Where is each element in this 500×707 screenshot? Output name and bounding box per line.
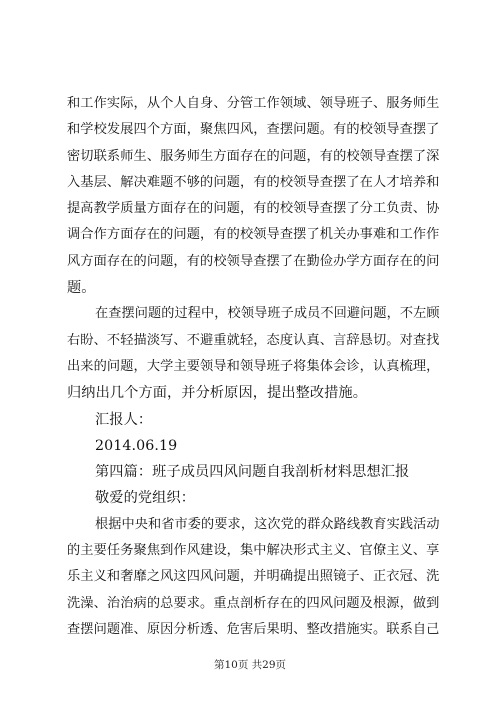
- text-line-12: 归纳出几个方面，并分析原因，提出整改措施。: [67, 385, 368, 402]
- paragraph-start-line: 在查摆问题的过程中，校领导班子成员不回避问题，不左顾: [95, 306, 440, 322]
- text-line-5: 提高教学质量方面存在的问题，有的校领导查摆了分工负责、协: [67, 201, 440, 217]
- reporter-label: 汇报人：: [95, 411, 153, 428]
- report-date: 2014.06.19: [95, 437, 178, 454]
- text-line-18: 的主要任务聚焦到作风建设，集中解决形式主义、官僚主义、享: [67, 543, 440, 559]
- text-line-11: 出来的问题，大学主要领导和领导班子将集体会诊，认真梳理，: [67, 358, 440, 374]
- text-line-6: 调合作方面存在的问题，有的校领导查摆了机关办事难和工作作: [67, 227, 440, 243]
- document-body: [67, 91, 439, 643]
- page-number-footer: 第10页 共29页: [213, 659, 287, 671]
- salutation: 敬爱的党组织：: [95, 490, 196, 507]
- text-line-4: 入基层、解决难题不够的问题，有的校领导查摆了在人才培养和: [67, 174, 440, 190]
- text-line-7: 风方面存在的问题，有的校领导查摆了在勤俭办学方面存在的问: [67, 253, 440, 269]
- text-line-1: 和工作实际，从个人自身、分管工作领域、领导班子、服务师生: [67, 96, 440, 111]
- text-line-21: 查摆问题准、原因分析透、危害后果明、整改措施实。联系自己: [67, 621, 440, 637]
- text-line-2: 和学校发展四个方面，聚焦四风，查摆问题。有的校领导查摆了: [67, 122, 440, 138]
- text-line-10: 右盼、不轻描淡写、不避重就轻，态度认真、言辞恳切。对查找: [67, 332, 440, 348]
- text-line-3: 密切联系师生、服务师生方面存在的问题，有的校领导查摆了深: [67, 148, 440, 164]
- section-heading: 第四篇：班子成员四风问题自我剖析材料思想汇报: [95, 464, 410, 481]
- text-line-20: 洗澡、治治病的总要求。重点剖析存在的四风问题及根源，做到: [67, 595, 440, 611]
- text-line-19: 乐主义和奢靡之风这四风问题，并明确提出照镜子、正衣冠、洗: [67, 569, 440, 585]
- paragraph-start-line: 根据中央和省市委的要求，这次党的群众路线教育实践活动: [95, 516, 440, 532]
- text-line-8: 题。: [67, 280, 96, 297]
